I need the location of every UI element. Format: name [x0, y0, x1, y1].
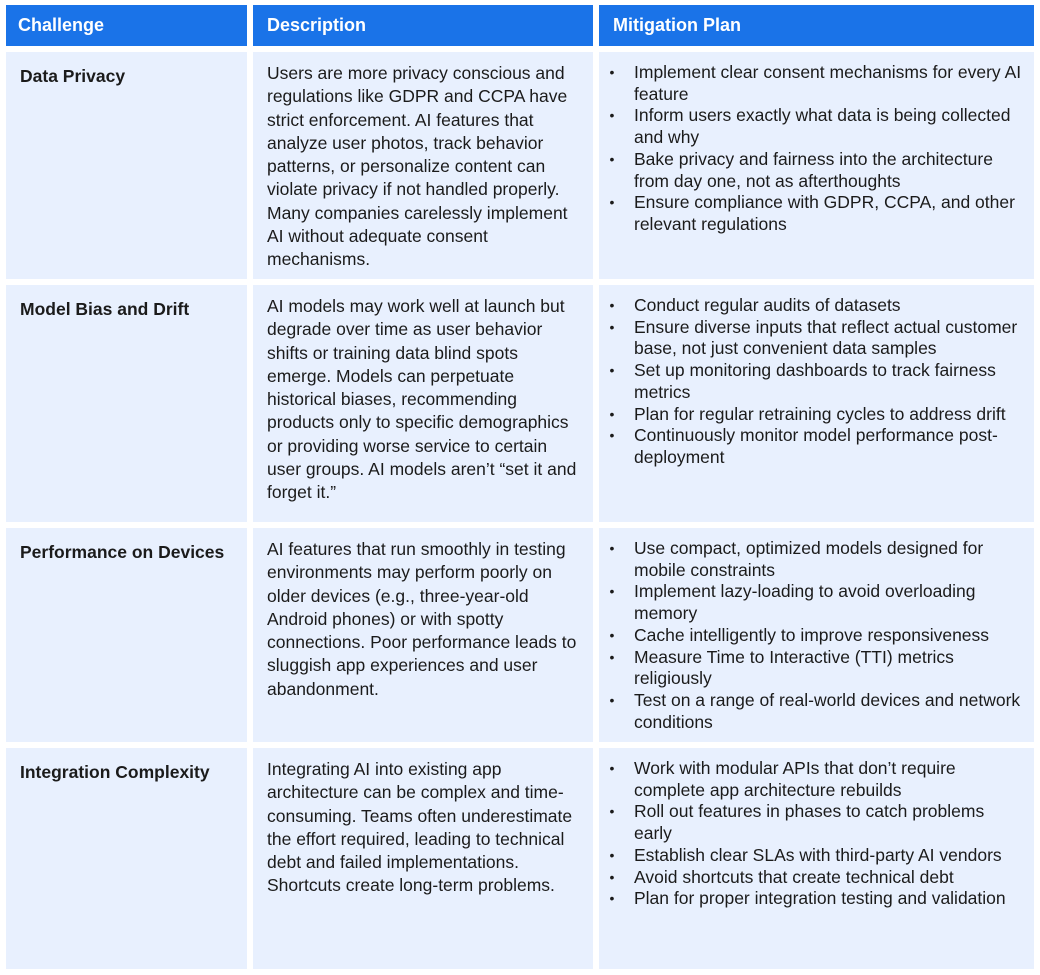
- mitigation-cell: [599, 528, 1034, 742]
- bullet-icon: •: [609, 583, 615, 600]
- bullet-icon: •: [609, 803, 615, 820]
- challenge-cell: Model Bias and Drift: [6, 285, 247, 522]
- mitigation-text: Ensure compliance with GDPR, CCPA, and other relevant regulations: [634, 192, 1015, 234]
- mitigation-text: Roll out features in phases to catch problems early: [634, 801, 985, 844]
- mitigation-item: [607, 690, 1026, 733]
- mitigation-cell: [599, 748, 1034, 969]
- bullet-icon: •: [609, 691, 615, 708]
- description-cell: Integrating AI into existing app architecture can be complex and time-consuming. Teams often underestimate the effort required, leading to technical debt and failed implementations. Shortcuts create long-term problems.: [253, 748, 593, 969]
- mitigation-text: Implement clear consent mechanisms for every AI feature: [634, 62, 1022, 104]
- table-row: [6, 528, 1034, 742]
- mitigation-text: Measure Time to Interactive (TTI) metrics religiously: [634, 646, 954, 689]
- bullet-icon: •: [609, 150, 615, 167]
- mitigation-item: [607, 867, 1026, 889]
- mitigation-item: [607, 647, 1026, 690]
- bullet-icon: •: [609, 318, 615, 335]
- description-cell: Users are more privacy conscious and regulations like GDPR and CCPA have strict enforcement. AI features that analyze user photos, track behavior patterns, or personalize content can violate privacy if not handled properly. Many companies carelessly implement AI without adequate consent mechanisms.: [253, 52, 593, 279]
- bullet-icon: •: [609, 362, 615, 379]
- mitigation-item: [607, 801, 1026, 844]
- mitigation-text: Plan for proper integration testing and validation: [634, 888, 1006, 909]
- description-cell: AI models may work well at launch but degrade over time as user behavior shifts or training data blind spots emerge. Models can perpetuate historical biases, recommending products only to specific demographics or providing worse service to certain user groups. AI models aren’t “set it and forget it.”: [253, 285, 593, 522]
- bullet-icon: •: [609, 846, 615, 863]
- mitigation-item: [607, 360, 1026, 403]
- mitigation-text: Inform users exactly what data is being collected and why: [634, 105, 1011, 148]
- header-description: Description: [253, 5, 593, 46]
- mitigation-text: Continuously monitor model performance post-deployment: [634, 425, 998, 467]
- challenge-cell: Data Privacy: [6, 52, 247, 279]
- header-challenge: Challenge: [6, 5, 247, 46]
- mitigation-item: [607, 425, 1026, 468]
- bullet-icon: •: [609, 540, 615, 556]
- bullet-icon: •: [609, 868, 615, 885]
- mitigation-text: Set up monitoring dashboards to track fairness metrics: [634, 360, 996, 402]
- bullet-icon: •: [609, 405, 615, 422]
- mitigation-item: [607, 404, 1026, 426]
- table-row: [6, 748, 1034, 969]
- mitigation-item: [607, 538, 1026, 581]
- bullet-icon: •: [609, 194, 615, 211]
- mitigation-list: [607, 758, 1026, 910]
- table-header-row: [6, 5, 1034, 46]
- bullet-icon: •: [609, 107, 615, 124]
- bullet-icon: •: [609, 297, 615, 313]
- mitigation-text: Cache intelligently to improve responsiveness: [634, 624, 990, 645]
- mitigation-list: [607, 62, 1026, 236]
- mitigation-text: Implement lazy-loading to avoid overloading memory: [634, 581, 976, 624]
- challenge-cell: Performance on Devices: [6, 528, 247, 742]
- mitigation-text: Plan for regular retraining cycles to address drift: [634, 403, 1006, 424]
- mitigation-item: [607, 105, 1026, 148]
- description-cell: AI features that run smoothly in testing environments may perform poorly on older devices (e.g., three-year-old Android phones) or with spotty connections. Poor performance leads to sluggish app experiences and user abandonment.: [253, 528, 593, 742]
- challenges-table: [6, 5, 1034, 975]
- mitigation-text: Use compact, optimized models designed for mobile constraints: [634, 538, 984, 580]
- mitigation-list: [607, 538, 1026, 733]
- bullet-icon: •: [609, 64, 615, 80]
- mitigation-cell: [599, 285, 1034, 522]
- mitigation-item: [607, 888, 1026, 910]
- mitigation-item: [607, 149, 1026, 192]
- mitigation-text: Test on a range of real-world devices and network conditions: [634, 689, 1021, 732]
- mitigation-cell: [599, 52, 1034, 279]
- mitigation-item: [607, 758, 1026, 801]
- mitigation-text: Bake privacy and fairness into the architecture from day one, not as afterthoughts: [634, 148, 993, 191]
- mitigation-text: Avoid shortcuts that create technical debt: [634, 866, 954, 887]
- bullet-icon: •: [609, 427, 615, 444]
- mitigation-item: [607, 192, 1026, 235]
- mitigation-item: [607, 625, 1026, 647]
- mitigation-item: [607, 581, 1026, 624]
- mitigation-text: Work with modular APIs that don’t require complete app architecture rebuilds: [634, 758, 956, 800]
- mitigation-list: [607, 295, 1026, 469]
- mitigation-item: [607, 295, 1026, 317]
- bullet-icon: •: [609, 760, 615, 776]
- bullet-icon: •: [609, 648, 615, 665]
- table-row: [6, 52, 1034, 279]
- mitigation-text: Conduct regular audits of datasets: [634, 295, 901, 315]
- header-mitigation-plan: Mitigation Plan: [599, 5, 1034, 46]
- mitigation-item: [607, 845, 1026, 867]
- mitigation-item: [607, 62, 1026, 105]
- mitigation-text: Establish clear SLAs with third-party AI vendors: [634, 844, 1002, 865]
- mitigation-text: Ensure diverse inputs that reflect actual customer base, not just convenient data samples: [634, 316, 1018, 359]
- challenge-cell: Integration Complexity: [6, 748, 247, 969]
- bullet-icon: •: [609, 626, 615, 643]
- table-row: [6, 285, 1034, 522]
- mitigation-item: [607, 317, 1026, 360]
- bullet-icon: •: [609, 890, 615, 907]
